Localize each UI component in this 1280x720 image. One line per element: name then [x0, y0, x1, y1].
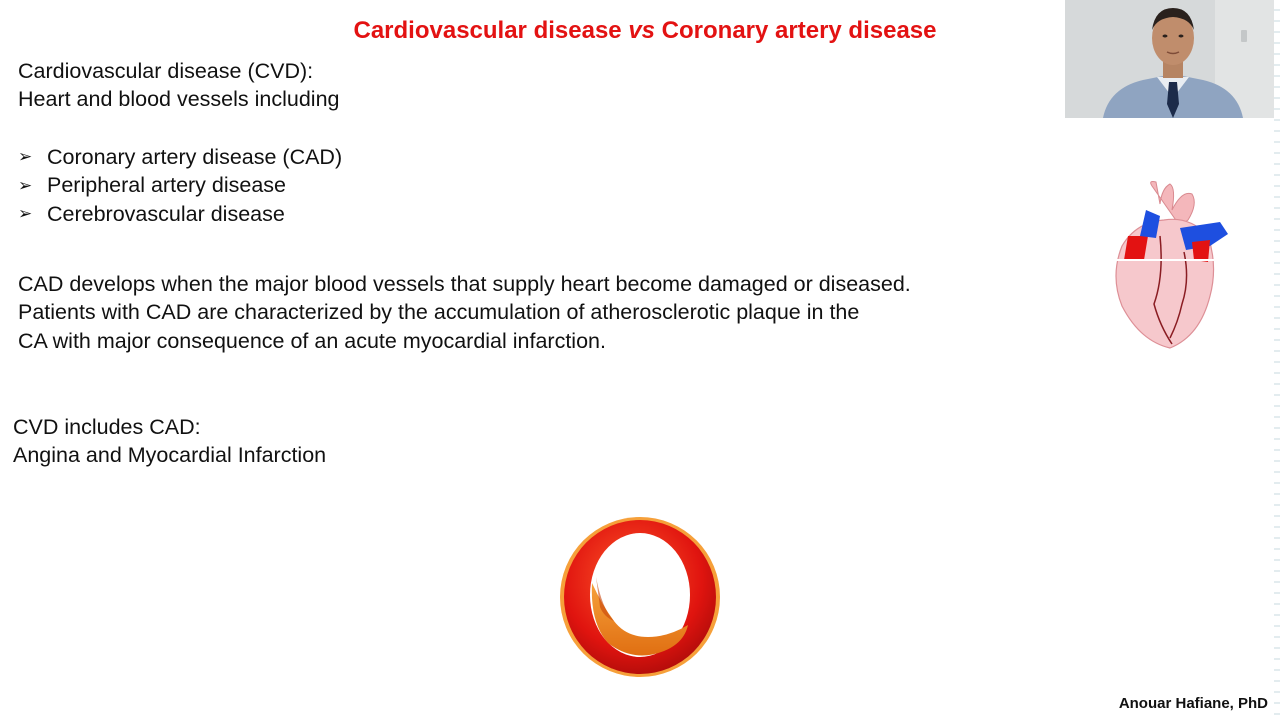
bullet-text: Peripheral artery disease: [47, 173, 287, 198]
cvd-definition-line-1: Cardiovascular disease (CVD):: [18, 59, 314, 83]
slide-title: [300, 16, 990, 46]
title-part-1: Cardiovascular disease: [353, 17, 629, 44]
list-item: [18, 143, 342, 172]
cvd-includes-line-2: Angina and Myocardial Infarction: [13, 443, 327, 467]
title-part-2: Coronary artery disease: [655, 17, 937, 44]
bullet-text: Coronary artery disease (CAD): [47, 144, 343, 169]
list-item: [18, 172, 342, 201]
cad-paragraph-line-3: CA with major consequence of an acute myocardial infarction.: [18, 329, 606, 353]
bullet-text: Cerebrovascular disease: [47, 201, 285, 226]
cvd-includes-line-1: CVD includes CAD:: [13, 415, 201, 439]
right-edge-strip: [1274, 0, 1280, 720]
arrow-bullet-icon: ➢: [18, 147, 33, 167]
cad-paragraph-line-1: CAD develops when the major blood vessels that supply heart become damaged or diseased.: [18, 272, 911, 296]
heart-anatomy-icon: [1100, 176, 1240, 356]
presenter-webcam: [1065, 0, 1276, 118]
disease-bullet-list: [18, 143, 342, 229]
presenter-figure: [1065, 0, 1276, 118]
author-name: Anouar Hafiane, PhD: [1118, 695, 1268, 712]
artery-cross-section-icon: [556, 513, 724, 681]
arrow-bullet-icon: ➢: [18, 175, 33, 195]
cad-paragraph-line-2: Patients with CAD are characterized by the accumulation of atherosclerotic plaque in the: [18, 300, 860, 324]
arrow-bullet-icon: ➢: [18, 204, 33, 224]
title-vs: vs: [628, 17, 656, 44]
cvd-definition-line-2: Heart and blood vessels including: [18, 87, 340, 111]
list-item: [18, 200, 342, 229]
